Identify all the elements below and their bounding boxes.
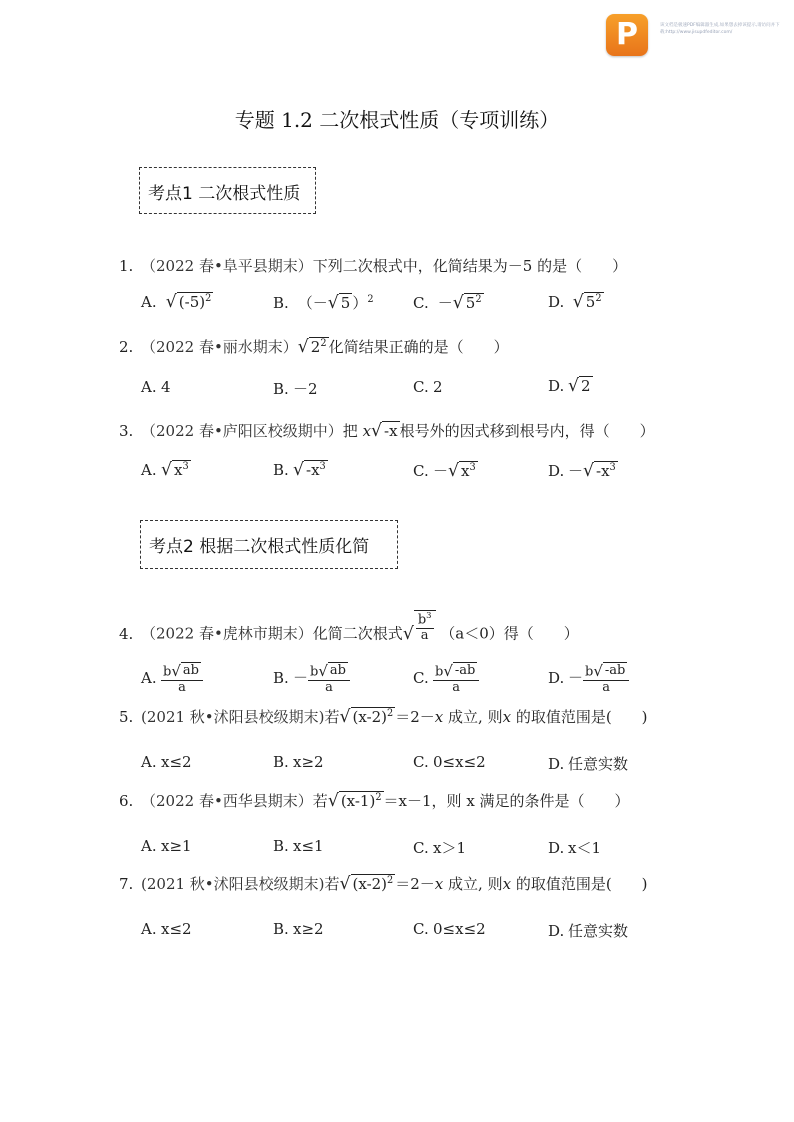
q5-option-b[interactable]: B. x≥2: [273, 753, 324, 771]
q2-option-c[interactable]: C. 2: [413, 378, 443, 396]
question-2: 2. （2022 春•丽水期末） √ $2^2$ 化简结果正确的是（ ）: [119, 337, 509, 357]
q6-option-b[interactable]: B. x≤1: [273, 837, 324, 855]
q4-option-a[interactable]: A. b √ ab a: [141, 662, 203, 695]
q5-option-d[interactable]: D. 任意实数: [548, 755, 629, 773]
section-heading-1: 考点1 二次根式性质: [139, 167, 316, 214]
q3-option-b[interactable]: B. √ $-x^3$: [273, 459, 326, 480]
q4-option-b[interactable]: B. － b √ ab a: [273, 662, 350, 695]
q7-option-d[interactable]: D. 任意实数: [548, 922, 629, 940]
q6-option-d[interactable]: D. x＜1: [548, 839, 602, 857]
question-3: 3. （2022 春•庐阳区校级期中）把 x √ -x 根号外的因式移到根号内，得（ ）: [119, 421, 655, 441]
q1-option-b[interactable]: B. （－ √ 5 ）$^2$: [273, 293, 374, 313]
section-heading-2: 考点2 根据二次根式性质化简: [140, 520, 398, 569]
question-7: 7. (2021 秋•沭阳县校级期末)若 √ $(x-2)^2$ ＝2－x 成立, 则x 的取值范围是( ): [119, 874, 648, 894]
q1-option-a[interactable]: A. √ $(-5)^2$: [141, 291, 212, 312]
q7-option-a[interactable]: A. x≤2: [141, 920, 192, 938]
app-logo: P: [606, 14, 648, 56]
question-6: 6. （2022 春•西华县期末）若 √ $(x-1)^2$ ＝x－1，则 x 满足的条件是（ ）: [119, 791, 630, 811]
q3-option-d[interactable]: D. － √ $-x^3$: [548, 461, 616, 481]
q2-option-d[interactable]: D. √ 2: [548, 375, 591, 396]
q2-option-a[interactable]: A. 4: [141, 378, 171, 396]
q6-option-a[interactable]: A. x≥1: [141, 837, 192, 855]
q1-option-c[interactable]: C. － √ $5^2$: [413, 293, 482, 313]
q4-option-c[interactable]: C. b √ -ab a: [413, 662, 479, 695]
watermark-text: 该文档是极速PDF编辑器生成,如果想去掉该提示,请访问并下载:http://www.jisupdfeditor.com/: [660, 23, 780, 35]
q7-option-b[interactable]: B. x≥2: [273, 920, 324, 938]
q7-option-c[interactable]: C. 0≤x≤2: [413, 920, 486, 938]
q5-option-c[interactable]: C. 0≤x≤2: [413, 753, 486, 771]
question-5: 5. (2021 秋•沭阳县校级期末)若 √ $(x-2)^2$ ＝2－x 成立, 则x 的取值范围是( ): [119, 707, 648, 727]
q2-option-b[interactable]: B. －2: [273, 380, 318, 398]
q1-option-d[interactable]: D. √ $5^2$: [548, 291, 602, 312]
q3-option-c[interactable]: C. － √ $x^3$: [413, 461, 476, 481]
question-1: 1. （2022 春•阜平县期末）下列二次根式中，化简结果为－5 的是（ ）: [119, 257, 628, 275]
q5-option-a[interactable]: A. x≤2: [141, 753, 192, 771]
question-4: 4. （2022 春•虎林市期末）化简二次根式 √ $\frac{b^3}{a}$ （a＜0）得（ ）: [119, 610, 579, 644]
q3-option-a[interactable]: A. √ $x^3$: [141, 459, 189, 480]
page-title: 专题 1.2 二次根式性质（专项训练）: [234, 108, 560, 132]
q6-option-c[interactable]: C. x＞1: [413, 839, 467, 857]
q4-option-d[interactable]: D. － b √ -ab a: [548, 662, 629, 695]
